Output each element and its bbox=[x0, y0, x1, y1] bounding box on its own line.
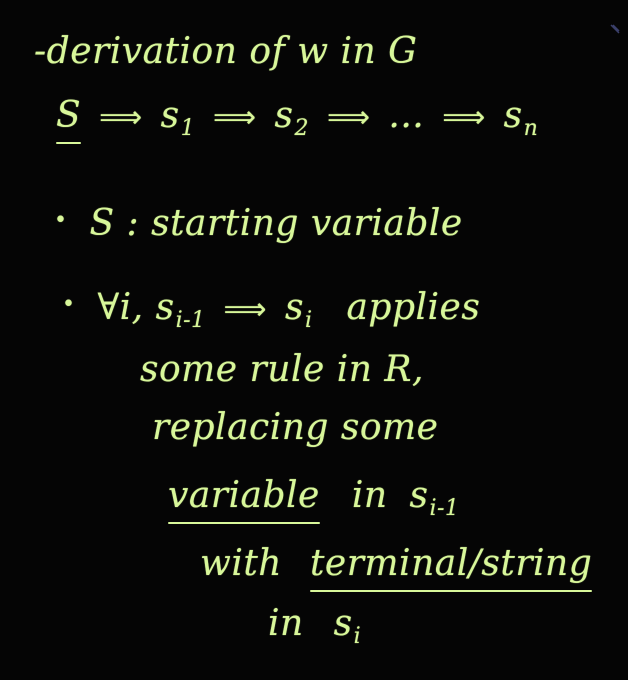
start-symbol: S bbox=[56, 95, 82, 136]
forall-i: ∀i, bbox=[97, 287, 144, 328]
in-word: in bbox=[351, 475, 388, 516]
derivation-chain bbox=[56, 95, 539, 141]
some-rule-text: some rule in R, bbox=[140, 349, 424, 390]
heading-text: -derivation of w in G bbox=[34, 31, 418, 72]
heading-derivation bbox=[34, 31, 418, 72]
s-i-minus-1: $s_{i-1}$ bbox=[409, 475, 460, 521]
line-in-si bbox=[268, 603, 362, 649]
bullet-icon: • bbox=[62, 292, 76, 317]
derives-arrow-2: ⟹ bbox=[213, 100, 257, 135]
s2: $s_2$ bbox=[274, 95, 309, 141]
in-word: in bbox=[268, 603, 304, 644]
bullet-text: S : starting variable bbox=[89, 203, 463, 244]
derives-arrow-1: ⟹ bbox=[99, 100, 143, 135]
s-i: $s_i$ bbox=[333, 603, 362, 649]
ellipsis: ... bbox=[388, 95, 425, 136]
line-replacing bbox=[152, 407, 439, 448]
terminal-string: terminal/string bbox=[309, 543, 593, 584]
bullet-icon: • bbox=[54, 208, 68, 233]
line-some-rule bbox=[140, 349, 424, 390]
s-i: $s_i$ bbox=[284, 287, 313, 333]
derives-arrow-4: ⟹ bbox=[442, 100, 486, 135]
sn: $s_n$ bbox=[503, 95, 539, 141]
derives-arrow: ⟹ bbox=[223, 292, 267, 327]
line-with bbox=[200, 543, 593, 584]
s1: $s_1$ bbox=[160, 95, 196, 141]
corner-mark bbox=[610, 24, 620, 34]
derives-arrow-3: ⟹ bbox=[326, 100, 371, 135]
s-i-minus-1: $s_{i-1}$ bbox=[155, 287, 206, 333]
variable-word: variable bbox=[168, 475, 320, 516]
replacing-text: replacing some bbox=[152, 407, 439, 448]
line-variable bbox=[168, 475, 460, 521]
with-word: with bbox=[200, 543, 282, 584]
applies-text: applies bbox=[346, 287, 481, 328]
bullet-starting-variable bbox=[54, 203, 463, 244]
bullet-forall bbox=[62, 287, 481, 333]
